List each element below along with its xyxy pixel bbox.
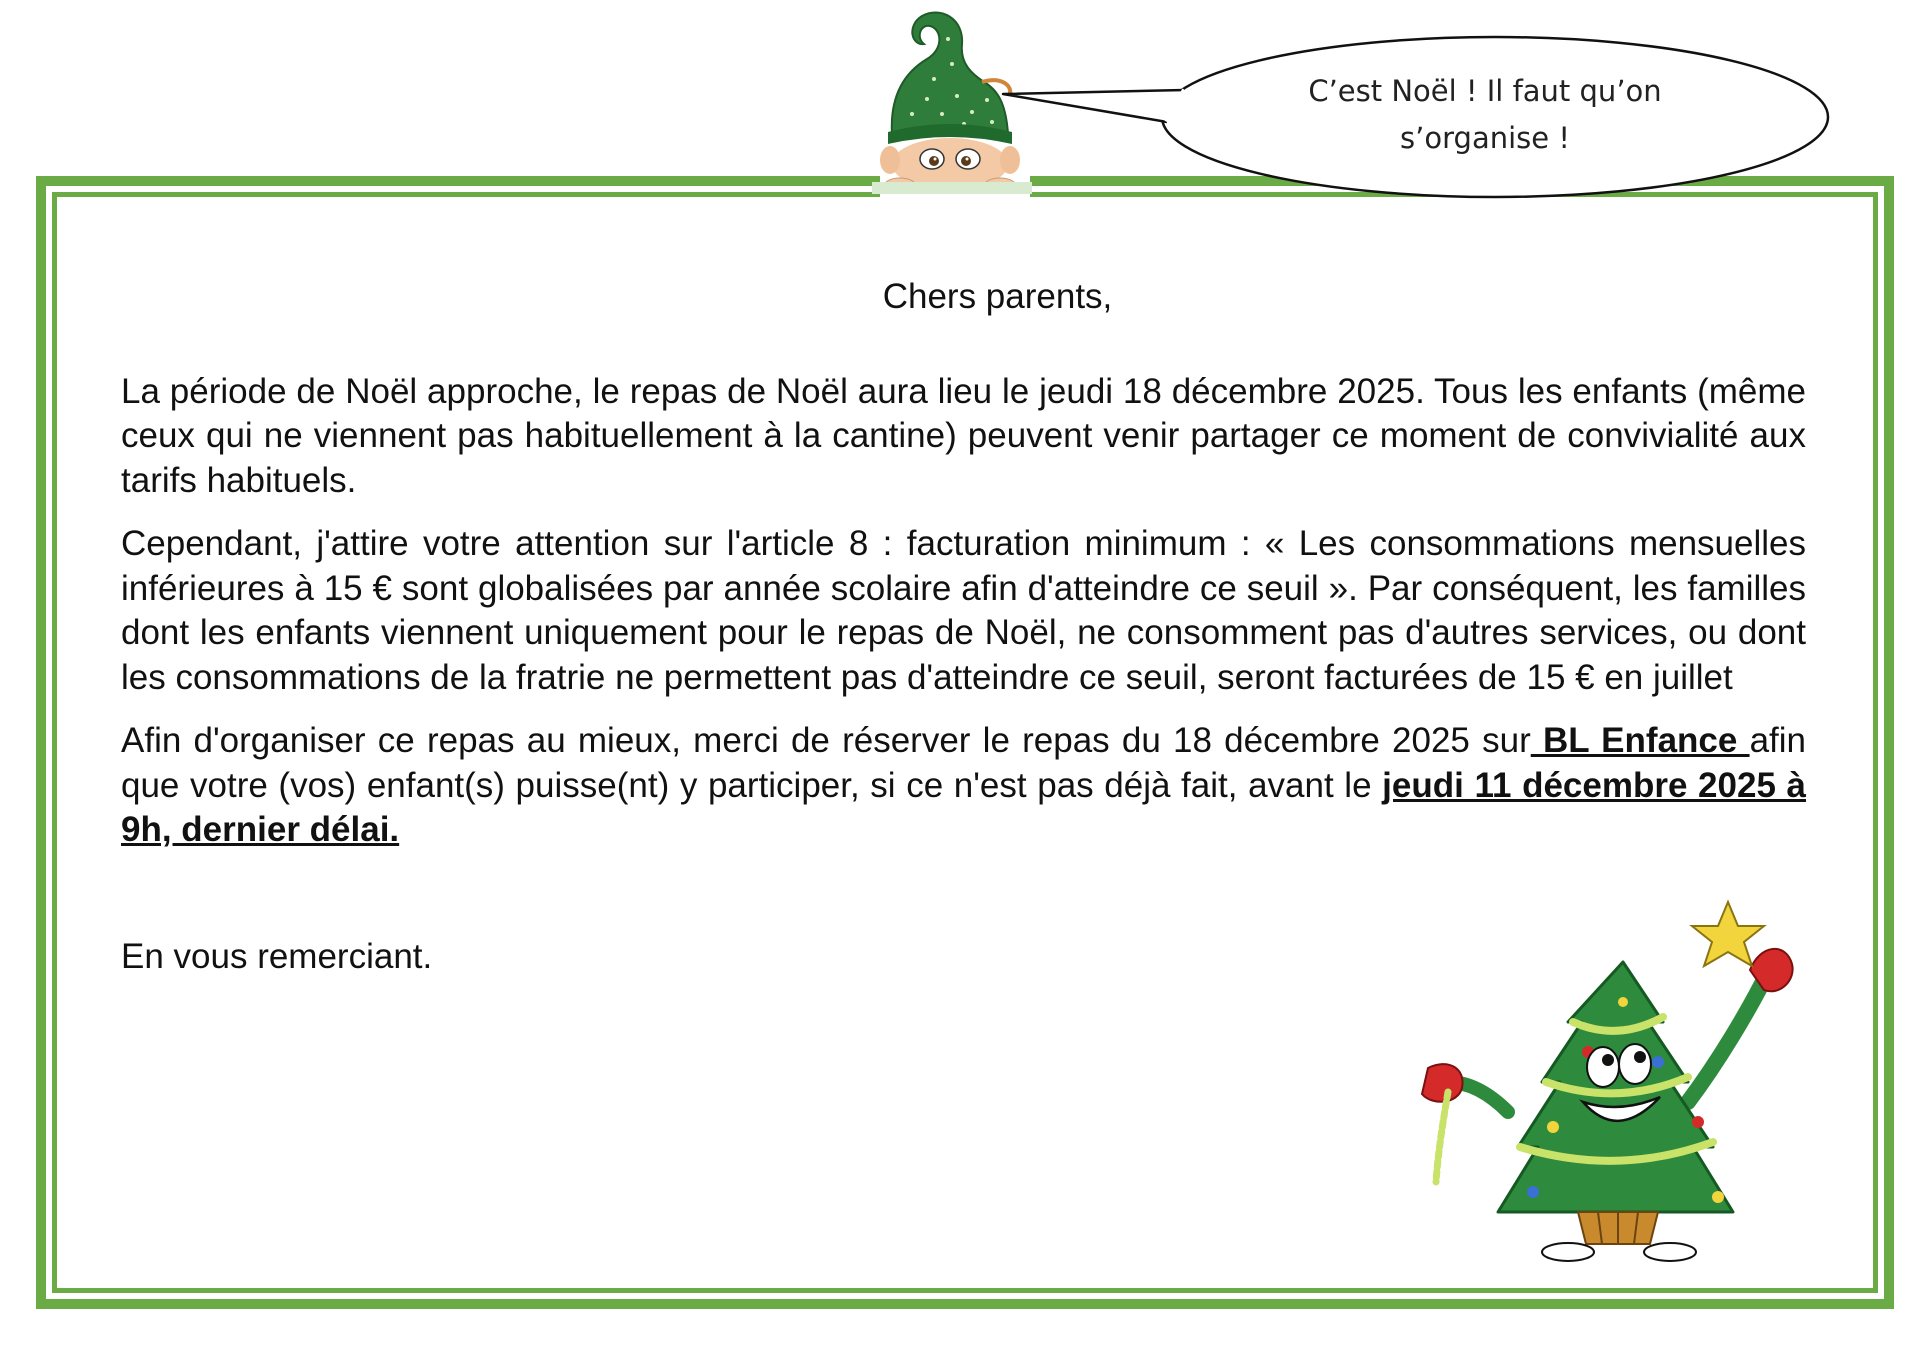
speech-bubble-text	[1160, 68, 1810, 162]
greeting: Chers parents,	[882, 277, 1113, 316]
bl-enfance-link[interactable]: BL Enfance	[1530, 721, 1750, 760]
closing: En vous remerciant.	[121, 936, 433, 976]
speech-bubble-line-2: s’organise !	[1400, 121, 1570, 155]
reservation-text-continued: afin que votre (vos) enfant(s) puisse(nt) y participer, si ce n'est pas déjà fait, avant le	[121, 721, 1806, 805]
christmas-tree-character-icon	[1388, 892, 1818, 1292]
paragraph-billing: Cependant, j'attire votre attention sur l'article 8 : facturation minimum : « Les consommations mensuelles inférieures à 15 € sont globalisées par année scolaire afin d'atteindre ce seuil ». Par conséquent, les familles dont les enfants viennent uniquement pour le repas de Noël, ne consomment pas d'autres services, ou dont les consommations de la fratrie ne permettent pas d'atteindre ce seuil, seront facturées de 15 € en juillet	[121, 524, 1806, 697]
speech-bubble-line-1: C’est Noël ! Il faut qu’on	[1308, 74, 1662, 108]
reservation-text: Afin d'organiser ce repas au mieux, merci de réserver le repas du 18 décembre 2025 sur	[121, 721, 1531, 760]
reservation-deadline: jeudi 11 décembre 2025 à 9h, dernier délai.	[121, 765, 1806, 849]
paragraph-meal-date: La période de Noël approche, le repas de Noël aura lieu le jeudi 18 décembre 2025. Tous les enfants (même ceux qui ne viennent pas habituellement à la cantine) peuvent venir partager ce moment de convivialité aux tarifs habituels.	[121, 371, 1806, 500]
paragraph-reservation	[121, 719, 1806, 853]
